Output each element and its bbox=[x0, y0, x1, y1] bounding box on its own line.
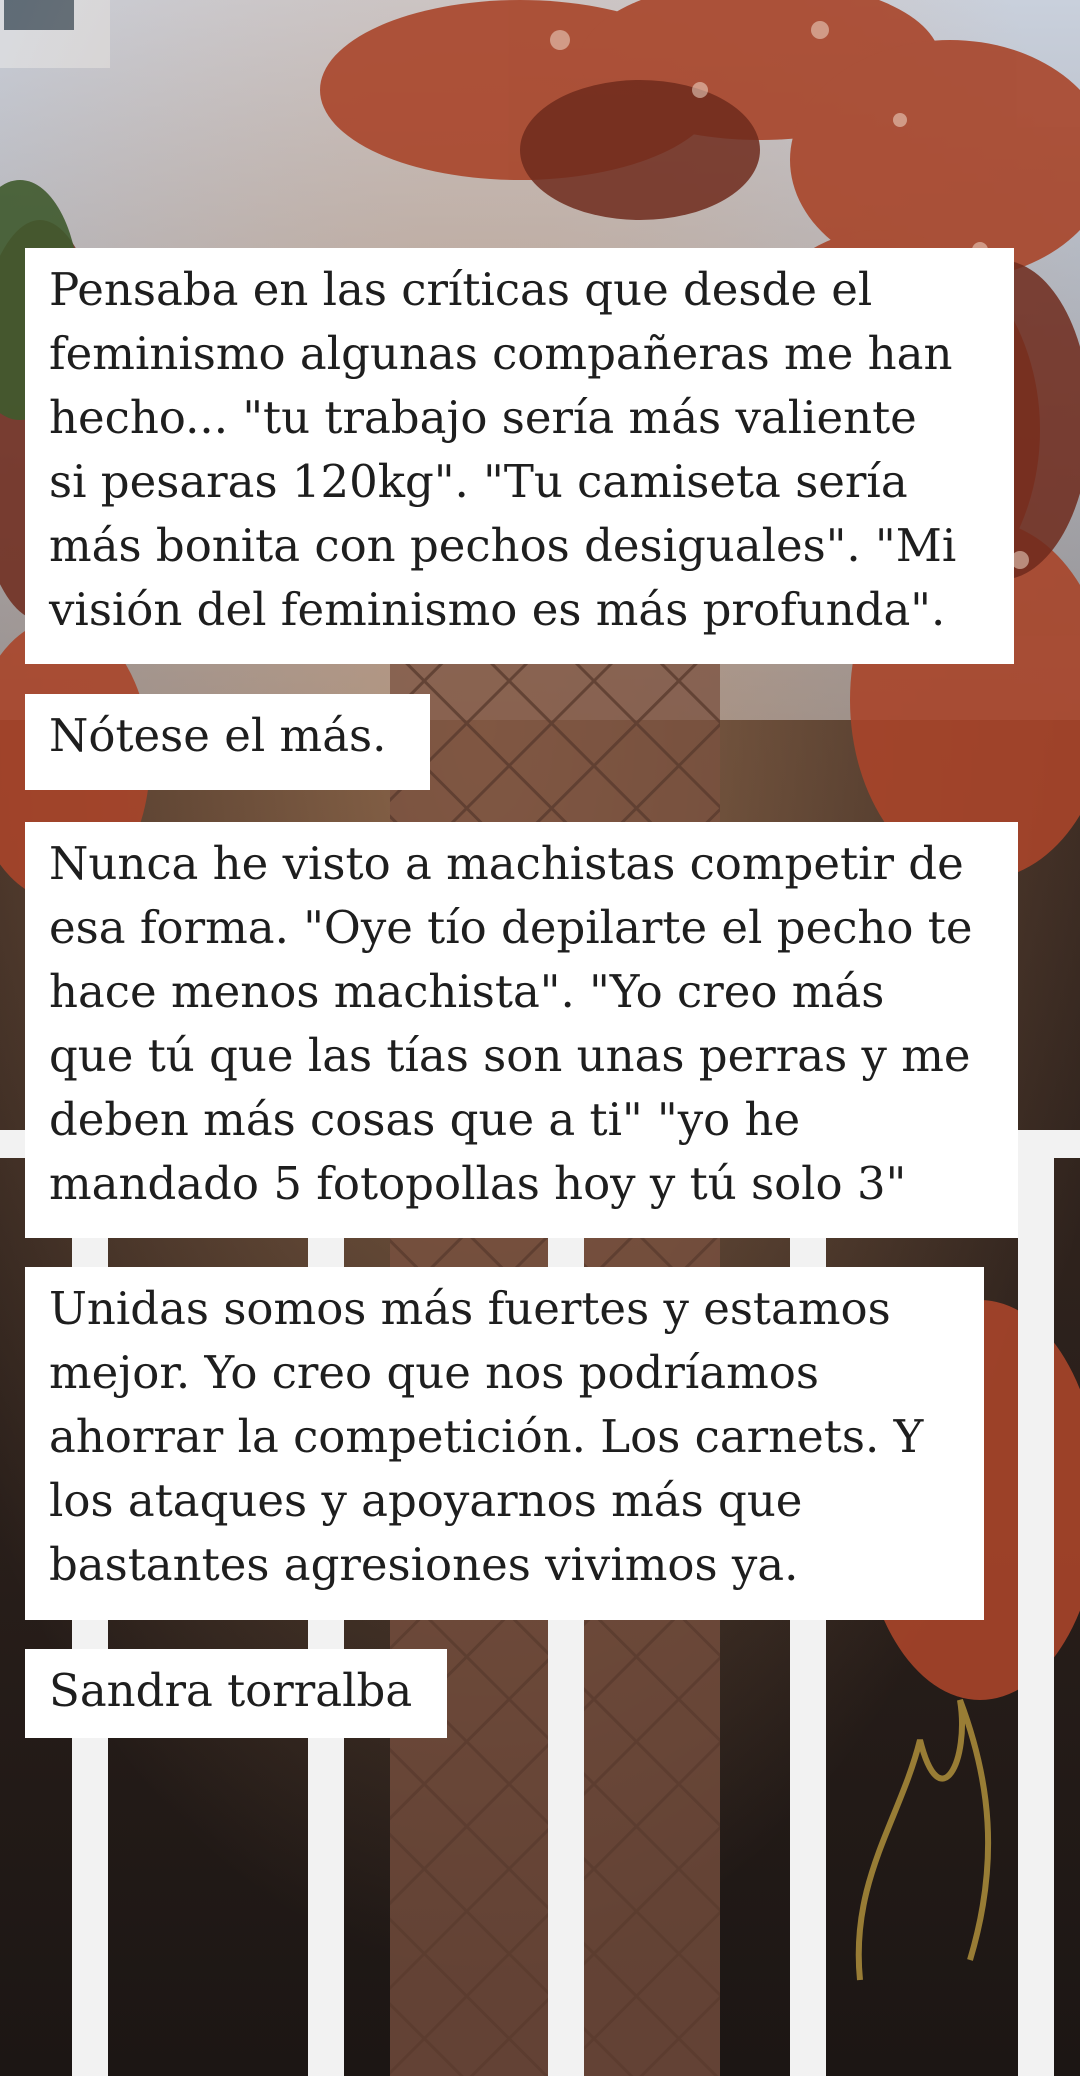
caption-block-4: Unidas somos más fuertes y estamos mejor. Yo creo que nos podríamos ahorrar la competición. Los carnets. Y los ataques y apoyarnos más que bastantes agresiones vivimos ya. bbox=[25, 1267, 984, 1620]
caption-block-3: Nunca he visto a machistas competir de esa forma. "Oye tío depilarte el pecho te hace menos machista". "Yo creo más que tú que las tías son unas perras y me deben más cosas que a ti" "yo he mandado 5 fotopollas hoy y tú solo 3" bbox=[25, 822, 1018, 1238]
caption-block-2: Nótese el más. bbox=[25, 694, 430, 790]
author-caption: Sandra torralba bbox=[25, 1649, 447, 1738]
caption-block-1: Pensaba en las críticas que desde el feminismo algunas compañeras me han hecho... "tu trabajo sería más valiente si pesaras 120kg". "Tu camiseta sería más bonita con pechos desiguales". "Mi visión del feminismo es más profunda". bbox=[25, 248, 1014, 664]
